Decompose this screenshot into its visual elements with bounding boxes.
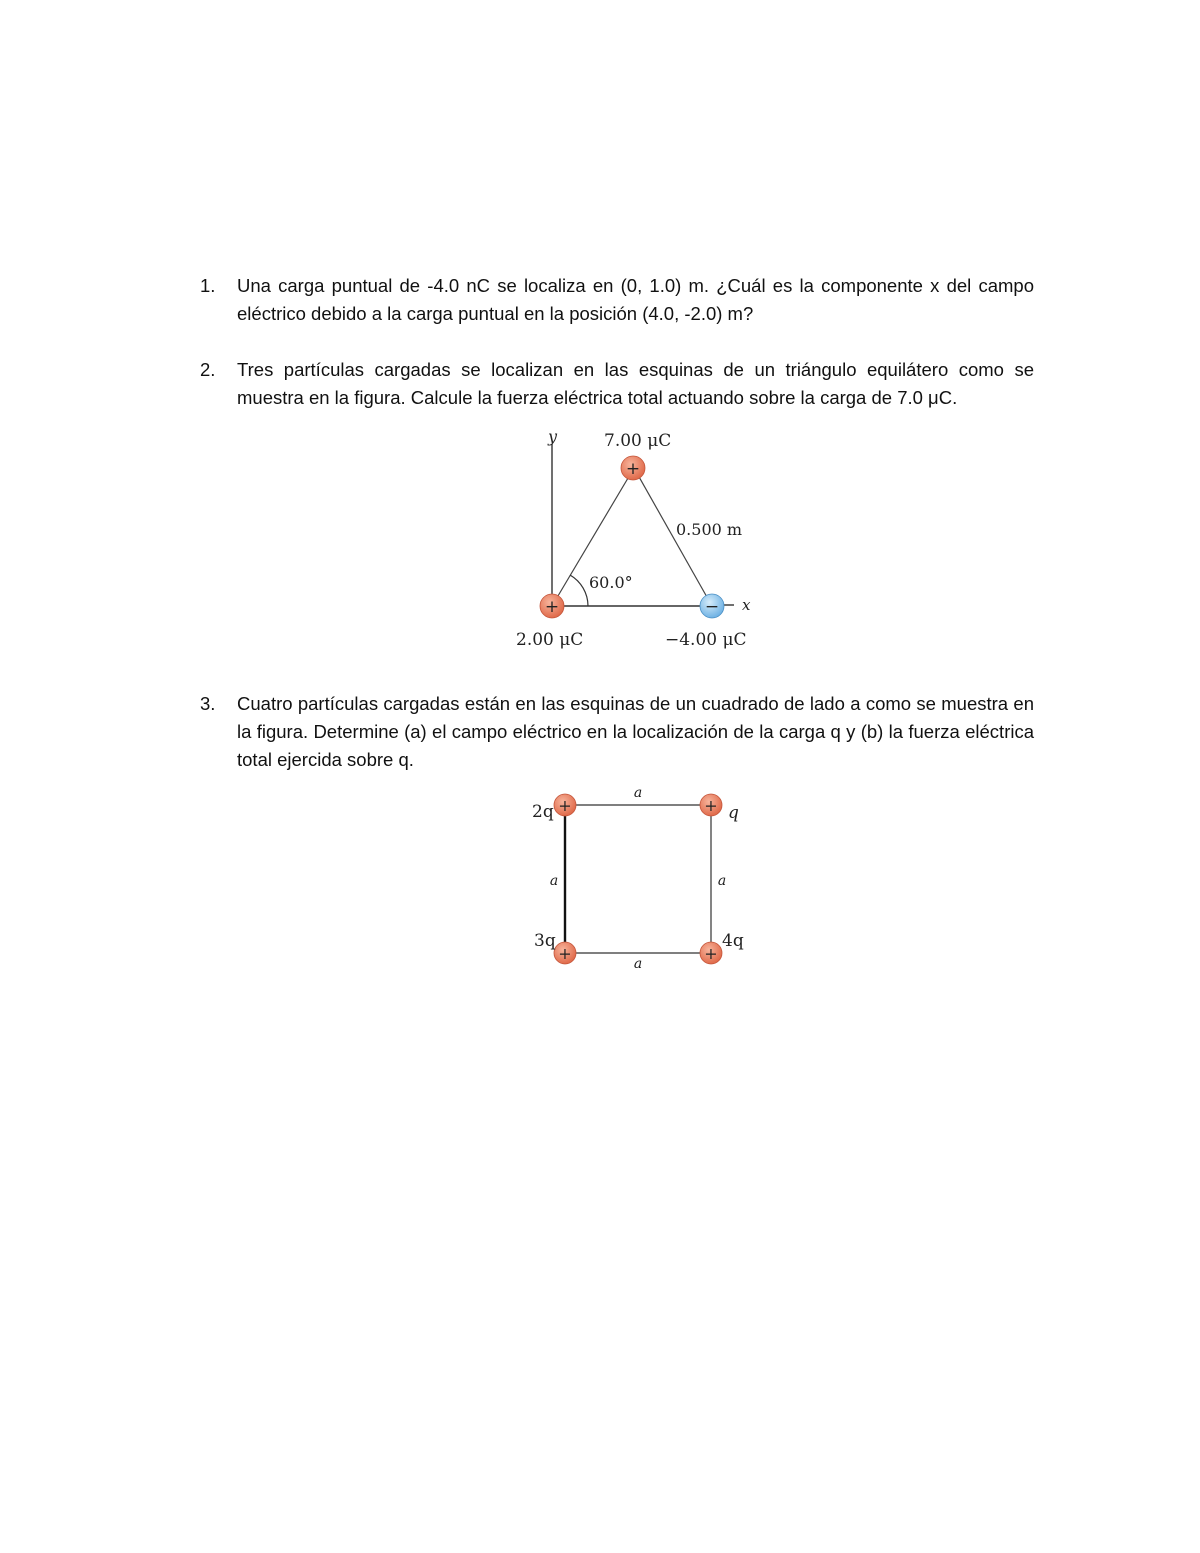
plus-sign: + (558, 944, 572, 963)
problem-text: Una carga puntual de -4.0 nC se localiza en (0, 1.0) m. ¿Cuál es la componente x del campo eléctrico debido a la carga puntual en la posición (4.0, -2.0) m? (237, 275, 1034, 324)
plus-sign: + (704, 944, 718, 963)
plus-sign: + (625, 459, 641, 479)
left-charge-label: 2.00 μC (516, 630, 584, 650)
plus-sign: + (558, 796, 572, 815)
left-positive-charge (540, 594, 564, 618)
plus-sign: + (704, 796, 718, 815)
side-label-left: a (549, 873, 559, 889)
top-positive-charge (621, 456, 645, 480)
bottom-left-charge-label: 3q (534, 931, 556, 951)
problem-3 (200, 690, 1034, 774)
bottom-right-charge-label: 4q (722, 931, 744, 951)
problem-2 (200, 356, 1034, 412)
problem-text: Cuatro partículas cargadas están en las esquinas de un cuadrado de lado a como se muestra en la figura. Determine (a) el campo eléctrico en la localización de la carga q y (b) la fuerza eléctrica total ejercida sobre q. (237, 693, 1034, 770)
side-label-right: a (717, 873, 727, 889)
right-charge-label: −4.00 μC (665, 630, 747, 650)
side-length-label: 0.500 m (676, 520, 743, 539)
bottom-left-positive-charge (554, 942, 576, 964)
bottom-right-positive-charge (700, 942, 722, 964)
problem-number: 1. (200, 275, 216, 296)
problem-text: Tres partículas cargadas se localizan en las esquinas de un triángulo equilátero como se muestra en la figura. Calcule la fuerza eléctrica total actuando sobre la carga de 7.0 μC. (237, 359, 1034, 408)
triangle-figure (490, 420, 770, 660)
angle-arc (570, 575, 588, 606)
side-label-top: a (633, 785, 643, 801)
side-label-bottom: a (633, 956, 643, 972)
angle-label: 60.0° (589, 573, 633, 592)
problem-number: 2. (200, 359, 216, 380)
y-axis-label: y (548, 427, 558, 446)
right-negative-charge (700, 594, 724, 618)
top-charge-label: 7.00 μC (604, 431, 672, 451)
problem-1 (200, 272, 1034, 328)
top-left-charge-label: 2q (532, 802, 554, 822)
minus-sign: − (704, 597, 720, 617)
problem-number: 3. (200, 693, 216, 714)
square-figure (510, 775, 760, 980)
top-right-charge-label: q (728, 803, 739, 823)
top-right-positive-charge (700, 794, 722, 816)
x-axis-label: x (742, 596, 751, 614)
plus-sign: + (544, 597, 560, 617)
top-left-positive-charge (554, 794, 576, 816)
